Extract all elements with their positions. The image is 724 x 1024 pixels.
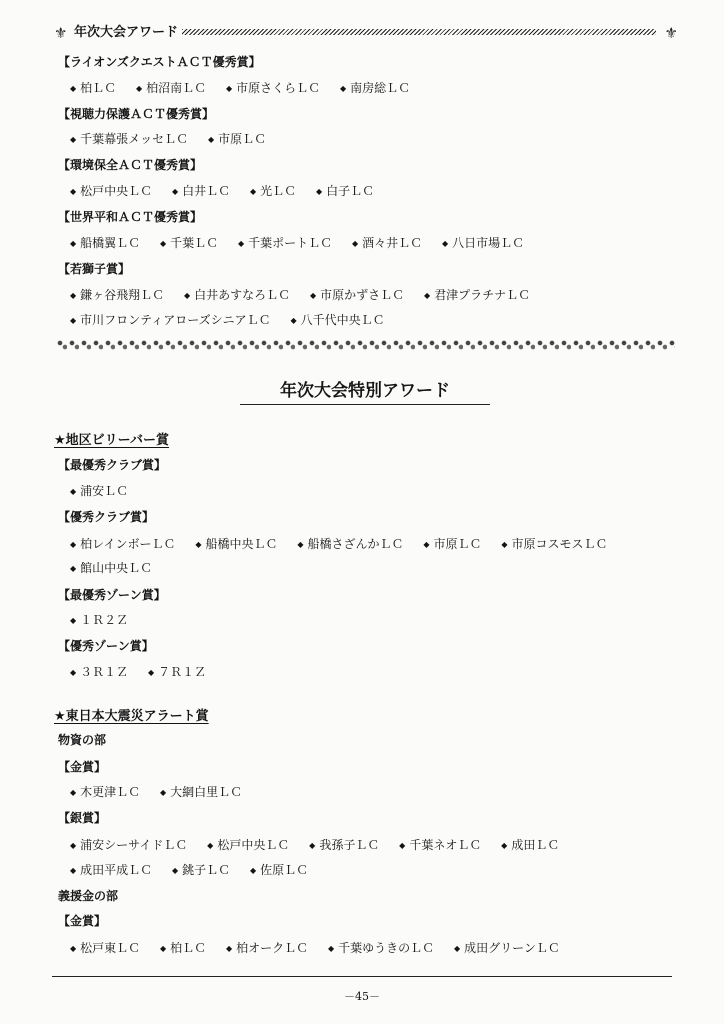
award-category: 【銀賞】	[58, 811, 107, 825]
club-item: ◆ 千葉ゆうきのＬＣ	[328, 941, 434, 955]
award-row	[70, 483, 144, 501]
award-category: 【若獅子賞】	[58, 262, 131, 276]
club-item: ◆ 市原ＬＣ	[208, 132, 266, 146]
club-item: ◆ 鎌ヶ谷飛翔ＬＣ	[70, 288, 164, 302]
club-item: ◆ 大網白里ＬＣ	[160, 785, 242, 799]
floral-divider	[55, 339, 675, 351]
club-item: ◆ 我孫子ＬＣ	[309, 838, 379, 852]
club-item: ◆ 柏オークＬＣ	[226, 941, 308, 955]
club-item: ◆ 白井ＬＣ	[172, 184, 230, 198]
award-category: 【優秀ゾーン賞】	[58, 639, 154, 653]
club-item: ◆ 八千代中央ＬＣ	[290, 313, 384, 327]
club-item: ◆ 南房総ＬＣ	[340, 81, 410, 95]
zone-item: ◆ １Ｒ２Ｚ	[70, 613, 128, 627]
zone-item: ◆ ３Ｒ１Ｚ	[70, 665, 128, 679]
award-row	[70, 784, 258, 802]
club-item: ◆ 白子ＬＣ	[316, 184, 374, 198]
club-item: ◆ 成田グリーンＬＣ	[454, 941, 560, 955]
club-item: ◆ 船橋さざんかＬＣ	[297, 537, 403, 551]
club-item: ◆ 市川フロンティアローズシニアＬＣ	[70, 313, 271, 327]
club-item: ◆ 市原かずさＬＣ	[310, 288, 404, 302]
club-item: ◆ 松戸中央ＬＣ	[70, 184, 152, 198]
club-item: ◆ 浦安シーサイドＬＣ	[70, 838, 187, 852]
club-item: ◆ 市原さくらＬＣ	[226, 81, 320, 95]
club-item: ◆ 館山中央ＬＣ	[70, 561, 152, 575]
award-row	[70, 235, 540, 253]
award-row	[70, 312, 401, 330]
club-item: ◆ 浦安ＬＣ	[70, 484, 128, 498]
club-item: ◆ 市原コスモスＬＣ	[501, 537, 607, 551]
club-item: ◆ 船橋翼ＬＣ	[70, 236, 140, 250]
award-category: 【世界平和ＡＣＴ優秀賞】	[58, 210, 203, 224]
fleur-ornament-icon: ⚜	[54, 24, 68, 42]
header-rule	[182, 29, 656, 35]
club-item: ◆ 松戸中央ＬＣ	[207, 838, 289, 852]
subsection-label: 物資の部	[58, 733, 107, 747]
club-item: ◆ 柏レインボーＬＣ	[70, 537, 176, 551]
award-category: 【金賞】	[58, 914, 107, 928]
award-row	[70, 131, 282, 149]
club-item: ◆ 柏ＬＣ	[160, 941, 206, 955]
award-row	[70, 940, 576, 958]
club-item: ◆ 光ＬＣ	[250, 184, 296, 198]
award-category: 【優秀クラブ賞】	[58, 510, 155, 524]
award-category: 【最優秀クラブ賞】	[58, 458, 167, 472]
award-row	[70, 664, 222, 682]
award-category: 【視聴力保護ＡＣＴ優秀賞】	[58, 107, 215, 121]
club-item: ◆ 船橋中央ＬＣ	[195, 537, 277, 551]
award-category: 【最優秀ゾーン賞】	[58, 588, 166, 602]
club-item: ◆ 千葉幕張メッセＬＣ	[70, 132, 188, 146]
club-item: ◆ 成田ＬＣ	[501, 838, 559, 852]
club-item: ◆ 市原ＬＣ	[423, 537, 481, 551]
header-title: 年次大会アワード	[74, 25, 179, 40]
award-row	[70, 287, 546, 305]
club-item: ◆ 白井あすなろＬＣ	[184, 288, 290, 302]
club-item: ◆ 柏沼南ＬＣ	[136, 81, 206, 95]
award-category: 【金賞】	[58, 760, 107, 774]
section-heading: ★地区ビリーバー賞	[54, 433, 170, 448]
award-row	[70, 560, 168, 578]
page-number: －45－	[344, 990, 380, 1003]
award-row	[70, 183, 390, 201]
page-header	[54, 24, 678, 44]
award-row	[70, 536, 624, 554]
club-item: ◆ 成田平成ＬＣ	[70, 863, 152, 877]
club-item: ◆ 千葉ＬＣ	[160, 236, 218, 250]
award-row	[70, 837, 575, 855]
club-item: ◆ 君津プラチナＬＣ	[424, 288, 530, 302]
club-item: ◆ 酒々井ＬＣ	[352, 236, 422, 250]
club-item: ◆ 千葉ポートＬＣ	[238, 236, 332, 250]
footer-rule	[52, 976, 672, 977]
club-item: ◆ 千葉ネオＬＣ	[399, 838, 481, 852]
special-awards-title: 年次大会特別アワード	[240, 380, 490, 405]
award-row	[70, 612, 144, 630]
club-item: ◆ 銚子ＬＣ	[172, 863, 230, 877]
award-row	[70, 862, 324, 880]
club-item: ◆ 松戸東ＬＣ	[70, 941, 140, 955]
fleur-ornament-icon: ⚜	[664, 24, 678, 42]
award-row	[70, 80, 426, 98]
club-item: ◆ 木更津ＬＣ	[70, 785, 140, 799]
section-heading: ★東日本大震災アラート賞	[54, 709, 209, 724]
award-category: 【環境保全ＡＣＴ優秀賞】	[58, 158, 203, 172]
zone-item: ◆ ７Ｒ１Ｚ	[148, 665, 206, 679]
club-item: ◆ 佐原ＬＣ	[250, 863, 308, 877]
subsection-label: 義援金の部	[58, 889, 119, 903]
award-category: 【ライオンズクエストＡＣＴ優秀賞】	[58, 55, 261, 69]
club-item: ◆ 柏ＬＣ	[70, 81, 116, 95]
club-item: ◆ 八日市場ＬＣ	[442, 236, 524, 250]
